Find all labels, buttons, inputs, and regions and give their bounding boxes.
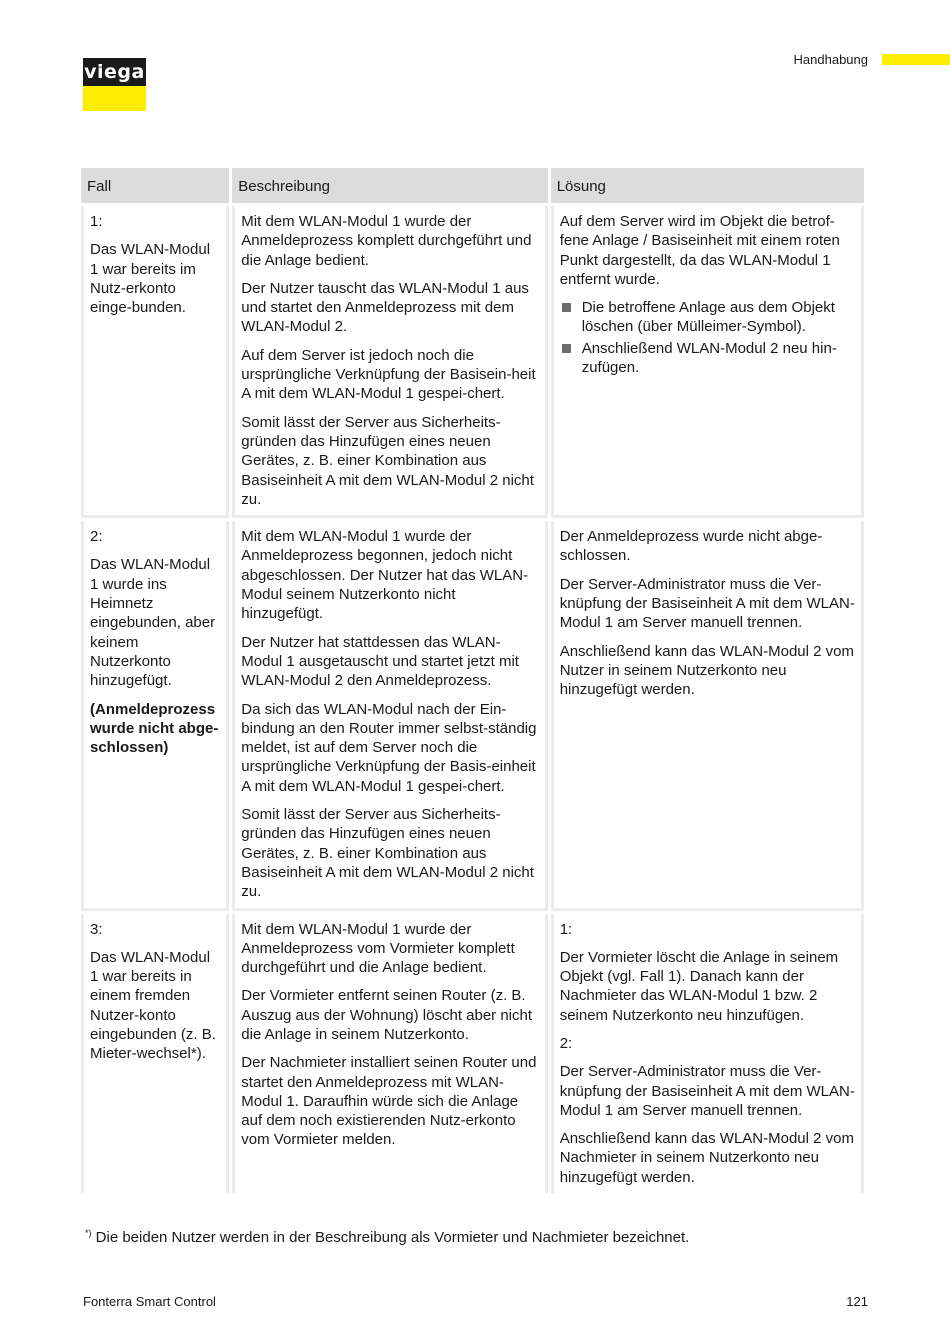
description-paragraph: Mit dem WLAN-Modul 1 wurde der Anmeldeprozess komplett durchgeführt und die Anlage bedient. [241, 213, 532, 269]
table-header-row [81, 168, 864, 203]
section-marker-bar [882, 54, 950, 65]
cell-fall [81, 521, 229, 910]
troubleshooting-table [78, 165, 867, 1196]
viega-logo [83, 58, 146, 111]
case-text: Das WLAN-Modul 1 war bereits im Nutz-erkonto einge-bunden. [90, 241, 211, 317]
cell-loesung [551, 206, 864, 518]
description-paragraph: Somit lässt der Server aus Sicherheits-gründen das Hinzufügen eines neuen Gerätes, z. B. einer Kombination aus Basiseinheit A mit dem WLAN-Modul 2 nicht zu. [241, 413, 534, 508]
case-text: Das WLAN-Modul 1 wurde ins Heimnetz eingebunden, aber keinem Nutzerkonto hinzugefügt. [90, 556, 216, 690]
column-header-fall: Fall [81, 168, 229, 203]
cell-beschreibung [232, 206, 547, 518]
description-paragraph: Da sich das WLAN-Modul nach der Ein-bindung an den Router immer selbst-ständig meldet, ist auf dem Server noch die ursprüngliche Verknüpfung der Basis-einheit A mit dem WLAN-Modul 1 gespei-chert. [241, 700, 537, 795]
solution-steps-list [560, 298, 855, 377]
cell-loesung [551, 914, 864, 1194]
solution-paragraph: Auf dem Server wird im Objekt die betrof-fene Anlage / Basiseinheit mit einem roten Punkt dargestellt, da das WLAN-Modul 1 entfernt wurde. [559, 213, 840, 288]
description-paragraph: Der Nachmieter installiert seinen Router und startet den Anmeldeprozess mit WLAN-Modul 1. Daraufhin würde sich die Anlage auf dem noch existierenden Nutz-erkonto vom Vormieter melden. [241, 1054, 537, 1149]
case-text: Das WLAN-Modul 1 war bereits in einem fremden Nutzer-konto eingebunden (z. B. Mieter-wechsel*). [90, 948, 216, 1063]
solution-paragraph: Anschließend kann das WLAN-Modul 2 vom Nutzer in seinem Nutzerkonto neu hinzugefügt werden. [559, 642, 854, 699]
square-bullet-icon [562, 303, 571, 312]
solution-paragraph: Der Vormieter löscht die Anlage in seinem Objekt (vgl. Fall 1). Danach kann der Nachmieter das WLAN-Modul 1 bzw. 2 seinem Nutzerkonto neu hinzufügen. [559, 948, 839, 1024]
description-paragraph: Der Vormieter entfernt seinen Router (z. B. Auszug aus der Wohnung) löscht aber nicht die Anlage in seinem Nutzerkonto. [241, 987, 533, 1043]
solution-paragraph: 1: [559, 920, 573, 938]
cell-loesung [551, 521, 864, 910]
list-item [560, 339, 855, 378]
case-number: 3: [90, 920, 103, 938]
square-bullet-icon [562, 344, 571, 353]
page-number: 121 [846, 1294, 868, 1309]
column-header-beschreibung: Beschreibung [232, 168, 547, 203]
description-paragraph: Somit lässt der Server aus Sicherheits-gründen das Hinzufügen eines neuen Gerätes, z. B. einer Kombination aus Basiseinheit A mit dem WLAN-Modul 2 nicht zu. [241, 806, 534, 901]
cell-fall [81, 206, 229, 518]
solution-paragraph: 2: [559, 1034, 573, 1052]
table-row [81, 206, 864, 518]
column-header-loesung: Lösung [551, 168, 864, 203]
table-row [81, 521, 864, 910]
table-row [81, 914, 864, 1194]
list-item-text: Die betroffene Anlage aus dem Objekt löschen (über Mülleimer-Symbol). [581, 299, 835, 336]
footer-product-name: Fonterra Smart Control [83, 1294, 216, 1309]
description-paragraph: Der Nutzer hat stattdessen das WLAN-Modul 1 ausgetauscht und startet jetzt mit WLAN-Modul 2 den Anmeldeprozess. [241, 633, 519, 690]
cell-beschreibung [232, 914, 547, 1194]
solution-paragraph: Der Server-Administrator muss die Ver-knüpfung der Basiseinheit A mit dem WLAN-Modul 1 am Server manuell trennen. [559, 575, 855, 632]
case-note-bold: (Anmeldeprozess wurde nicht abge-schlossen) [90, 700, 219, 757]
case-number: 2: [90, 528, 103, 546]
logo-text: viega [83, 58, 146, 86]
footnote-mark: *) [85, 1228, 92, 1238]
logo-yellow-block [83, 86, 146, 111]
cell-fall [81, 914, 229, 1194]
footnote [85, 1228, 689, 1246]
solution-paragraph: Der Server-Administrator muss die Ver-knüpfung der Basiseinheit A mit dem WLAN-Modul 1 am Server manuell trennen. [559, 1063, 855, 1119]
description-paragraph: Auf dem Server ist jedoch noch die ursprüngliche Verknüpfung der Basisein-heit A mit dem WLAN-Modul 1 gespei-chert. [241, 346, 536, 403]
description-paragraph: Mit dem WLAN-Modul 1 wurde der Anmeldeprozess begonnen, jedoch nicht abgeschlossen. Der Nutzer hat das WLAN-Modul seinem Nutzerkonto nicht hinzugefügt. [241, 528, 529, 623]
section-title: Handhabung [793, 52, 868, 67]
list-item-text: Anschließend WLAN-Modul 2 neu hin-zufügen. [581, 339, 837, 377]
solution-paragraph: Anschließend kann das WLAN-Modul 2 vom Nachmieter in seinem Nutzerkonto neu hinzugefügt werden. [559, 1130, 854, 1186]
list-item [560, 298, 855, 337]
description-paragraph: Mit dem WLAN-Modul 1 wurde der Anmeldeprozess vom Vormieter komplett durchgeführt und die Anlage bedient. [241, 920, 515, 977]
case-number: 1: [90, 213, 103, 230]
solution-paragraph: Der Anmeldeprozess wurde nicht abge-schlossen. [559, 528, 823, 565]
cell-beschreibung [232, 521, 547, 910]
footnote-text: Die beiden Nutzer werden in der Beschreibung als Vormieter und Nachmieter bezeichnet. [91, 1229, 690, 1246]
description-paragraph: Der Nutzer tauscht das WLAN-Modul 1 aus und startet den Anmeldeprozess mit dem WLAN-Modul 2. [241, 279, 529, 336]
